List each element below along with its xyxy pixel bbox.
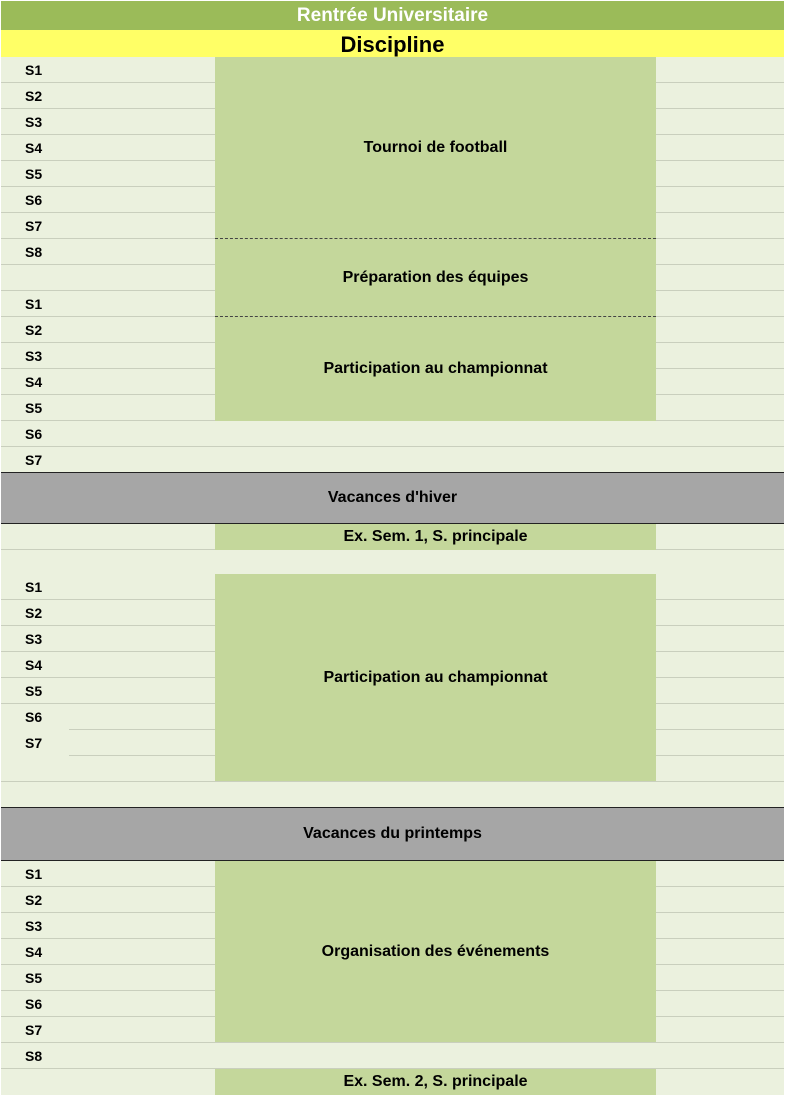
week-label: S8 xyxy=(25,1048,43,1064)
week-label: S4 xyxy=(25,140,43,156)
week-label: S8 xyxy=(25,244,43,260)
activity-block: Tournoi de football xyxy=(215,57,656,239)
week-label: S7 xyxy=(25,452,43,468)
activity-block: Participation au championnat xyxy=(215,316,656,421)
week-label: S4 xyxy=(25,944,43,960)
week-label: S3 xyxy=(25,631,43,647)
week-label: S2 xyxy=(25,88,43,104)
holiday-band: Vacances du printemps xyxy=(1,807,784,861)
week-label: S5 xyxy=(25,683,43,699)
week-label: S6 xyxy=(25,709,43,725)
week-label: S3 xyxy=(25,114,43,130)
table-row xyxy=(1,421,784,447)
activity-block: Préparation des équipes xyxy=(215,238,656,317)
calendar-title: Rentrée Universitaire xyxy=(1,1,784,30)
week-label: S4 xyxy=(25,374,43,390)
week-label: S6 xyxy=(25,996,43,1012)
week-label: S2 xyxy=(25,322,43,338)
week-label: S4 xyxy=(25,657,43,673)
week-label: S1 xyxy=(25,866,43,882)
week-label: S5 xyxy=(25,166,43,182)
week-label: S1 xyxy=(25,579,43,595)
week-label: S3 xyxy=(25,348,43,364)
table-row xyxy=(1,550,784,574)
week-label: S2 xyxy=(25,892,43,908)
week-label: S7 xyxy=(25,735,43,751)
week-label: S1 xyxy=(25,62,43,78)
exam-block: Ex. Sem. 1, S. principale xyxy=(215,524,656,550)
activity-block: Organisation des événements xyxy=(215,861,656,1042)
week-label: S7 xyxy=(25,218,43,234)
week-label: S5 xyxy=(25,970,43,986)
discipline-heading: Discipline xyxy=(1,30,784,57)
table-row xyxy=(1,1043,784,1069)
table-row xyxy=(1,447,784,473)
week-label: S1 xyxy=(25,296,43,312)
week-label: S6 xyxy=(25,192,43,208)
table-row xyxy=(1,782,784,808)
week-label: S3 xyxy=(25,918,43,934)
week-label xyxy=(25,265,65,291)
exam-block: Ex. Sem. 2, S. principale xyxy=(215,1069,656,1095)
week-label: S6 xyxy=(25,426,43,442)
week-label: S7 xyxy=(25,1022,43,1038)
week-label: S5 xyxy=(25,400,43,416)
activity-block: Participation au championnat xyxy=(215,574,656,781)
week-label: S2 xyxy=(25,605,43,621)
holiday-band: Vacances d'hiver xyxy=(1,472,784,524)
